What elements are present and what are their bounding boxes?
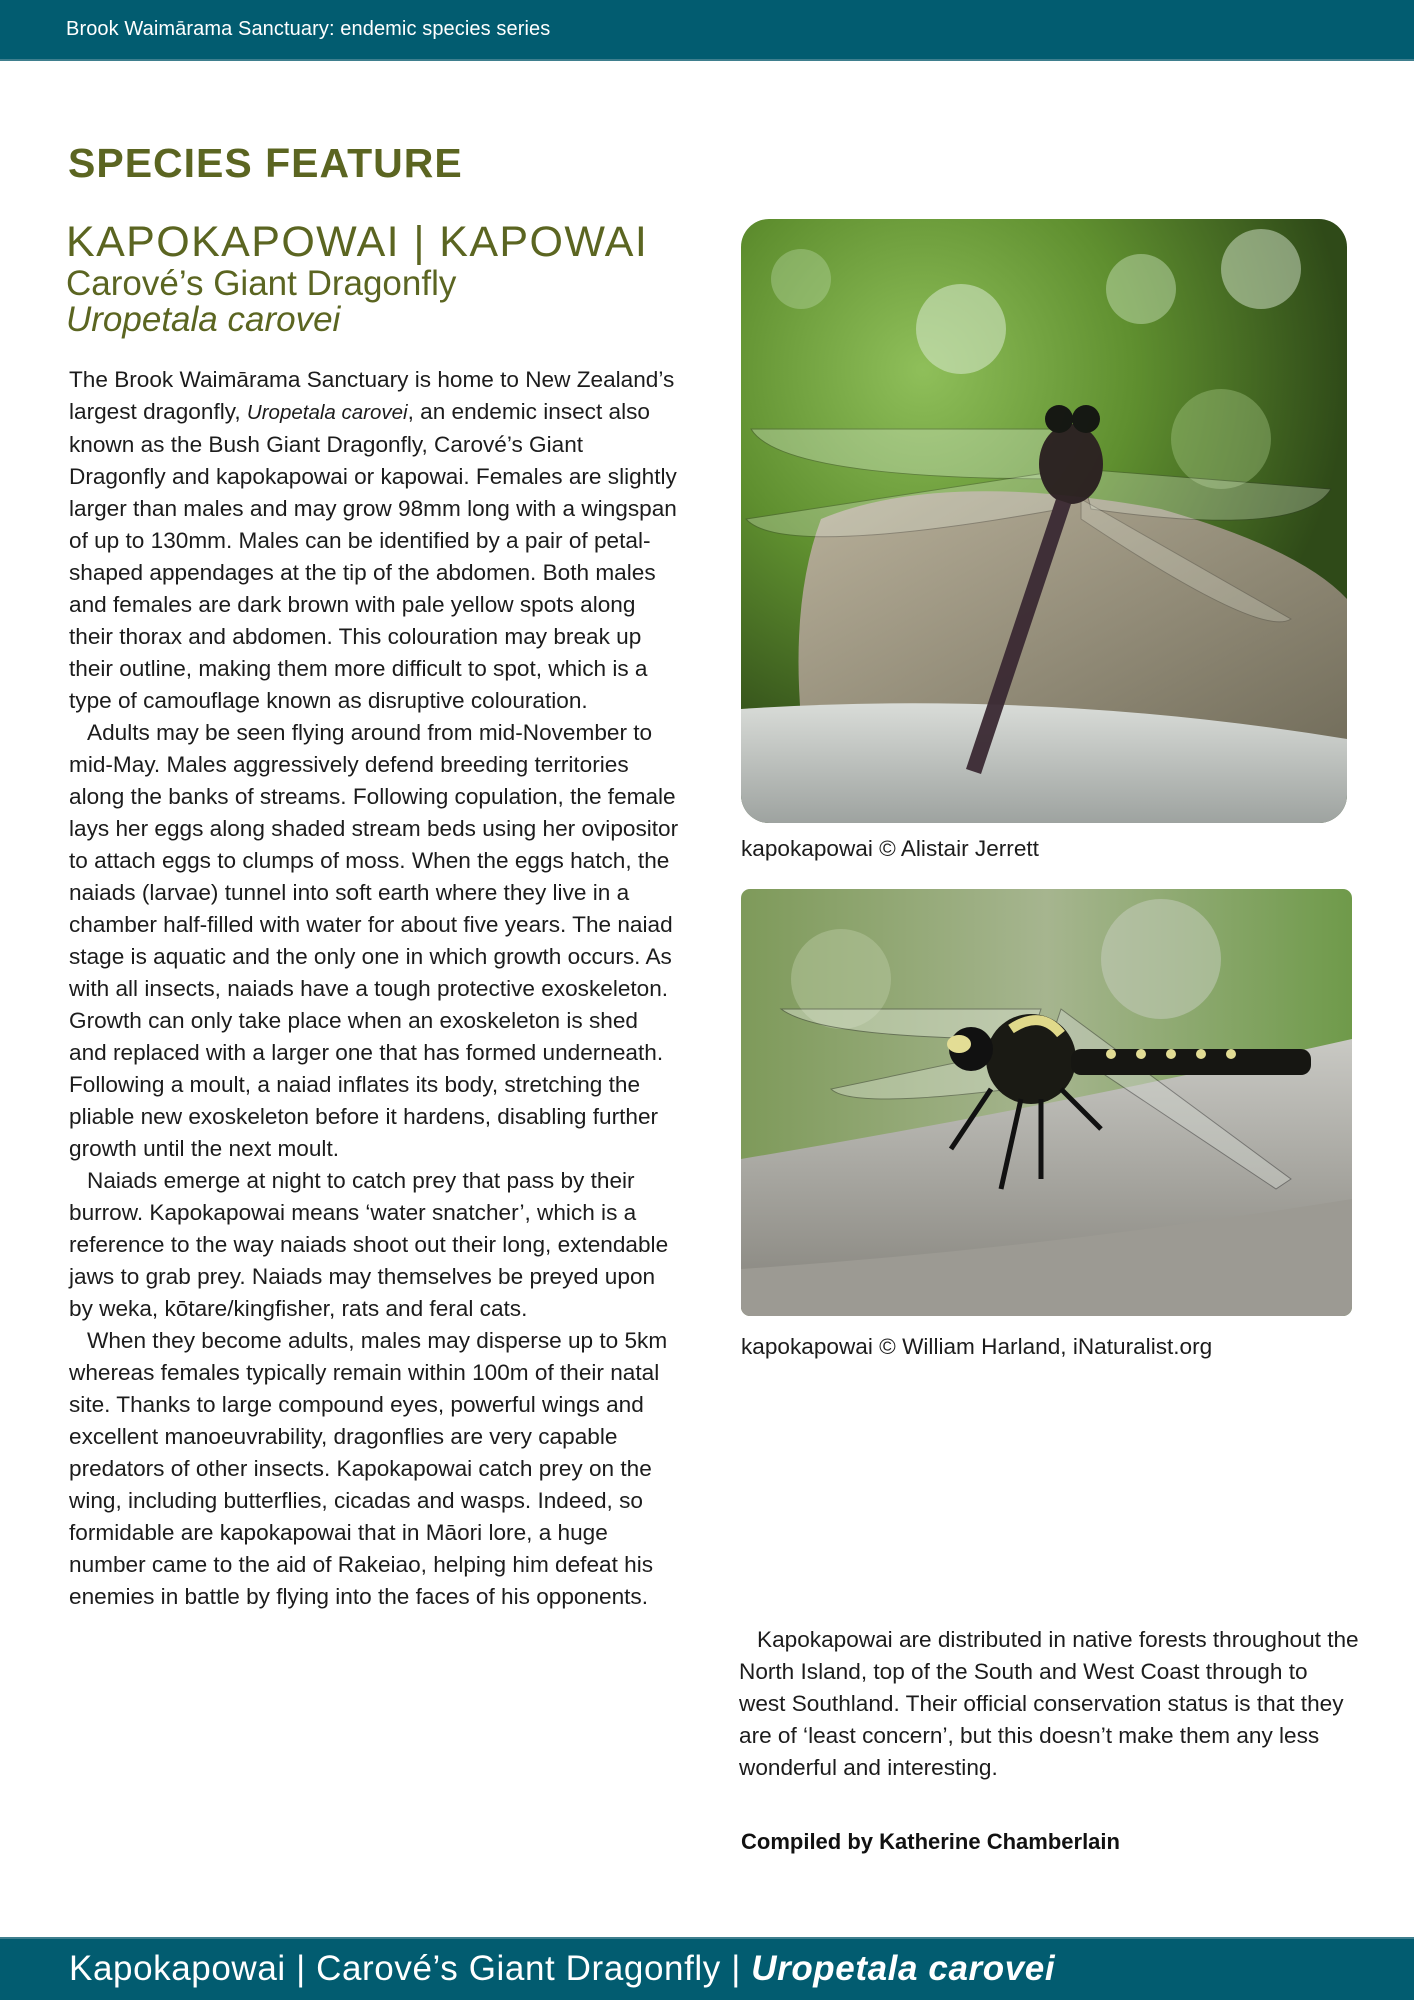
paragraph-adults: When they become adults, males may disperse up to 5km whereas females typically remain within 100m of their natal site. Thanks to large compound eyes, powerful wings and excellent manoeuvrability, dragonflies are very capable predators of other insects. Kapokapowai catch prey on the wing, including butterflies, cicadas and wasps. Indeed, so formidable are kapokapowai that in Māori lore, a huge number came to the aid of Rakeiao, helping him defeat his enemies in battle by flying into the faces of his opponents. [69, 1328, 668, 1609]
footer-separator: | [285, 1949, 317, 1988]
photo-caption-2: kapokapowai © William Harland, iNaturalist.org [741, 1334, 1213, 1359]
series-title: Brook Waimārama Sanctuary: endemic species series [66, 18, 551, 40]
paragraph-lifecycle: Adults may be seen flying around from mid-November to mid-May. Males aggressively defend breeding territories along the banks of streams. Following copulation, the female lays her eggs along shaded stream beds using her ovipositor to attach eggs to clumps of moss. When the eggs hatch, the naiads (larvae) tunnel into soft earth where they live in a chamber half-filled with water for about five years. The naiad stage is aquatic and the only one in which growth occurs. As with all insects, naiads have a tough protective exoskeleton. Growth can only take place when an exoskeleton is shed and replaced with a larger one that has formed underneath. Following a moult, a naiad inflates its body, stretching the pliable new exoskeleton before it hardens, disabling further growth until the next moult. [69, 720, 679, 1161]
maori-name-heading: KAPOKAPOWAI | KAPOWAI [66, 218, 649, 266]
footer-bar [0, 1937, 1414, 2000]
scientific-name-heading: Uropetala carovei [66, 300, 341, 339]
paragraph-distribution: Kapokapowai are distributed in native forests throughout the North Island, top of the South and West Coast through to west Southland. Their official conservation status is that they are of ‘least concern’, but this doesn’t make them any less wonderful and interesting. [739, 1627, 1359, 1780]
paragraph-intro-start: The Brook Waimārama Sanctuary is home to New Zealand’s largest dragonfly, [69, 367, 675, 424]
dragonfly-photo-rock [741, 219, 1347, 823]
footer-separator: | [720, 1949, 752, 1988]
footer-maori-name: Kapokapowai [69, 1949, 286, 1988]
species-title-block [66, 218, 648, 338]
inline-scientific-name: Uropetala carovei [246, 401, 408, 424]
dragonfly-photo-wood [741, 889, 1352, 1316]
photo-wood-image [741, 889, 1352, 1316]
photo-rock-image [741, 219, 1347, 823]
feature-label: SPECIES FEATURE [68, 140, 463, 186]
header-bar [0, 0, 1414, 61]
footer-scientific-name: Uropetala carovei [751, 1949, 1056, 1988]
paragraph-naiads: Naiads emerge at night to catch prey that pass by their burrow. Kapokapowai means ‘water snatcher’, which is a reference to the way naiads shoot out their long, extendable jaws to grab prey. Naiads may themselves be preyed upon by weka, kōtare/kingfisher, rats and feral cats. [69, 1168, 669, 1321]
footer-common-name: Carové’s Giant Dragonfly [316, 1949, 721, 1988]
article-body-left [69, 364, 679, 1613]
footer-title [69, 1949, 1055, 1989]
article-body-right [739, 1624, 1359, 1784]
paragraph-intro [69, 364, 679, 717]
photo-caption-1: kapokapowai © Alistair Jerrett [741, 836, 1039, 861]
paragraph-intro-end: , an endemic insect also known as the Bush Giant Dragonfly, Carové’s Giant Dragonfly and kapokapowai or kapowai. Females are slightly larger than males and may grow 98mm long with a wingspan of up to 130mm. Males can be identified by a pair of petal-shaped appendages at the tip of the abdomen. Both males and females are dark brown with pale yellow spots along their thorax and abdomen. This colouration may break up their outline, making them more difficult to spot, which is a type of camouflage known as disruptive colouration. [69, 399, 677, 713]
common-name-heading: Carové’s Giant Dragonfly [66, 264, 457, 303]
author-credit: Compiled by Katherine Chamberlain [741, 1829, 1120, 1854]
